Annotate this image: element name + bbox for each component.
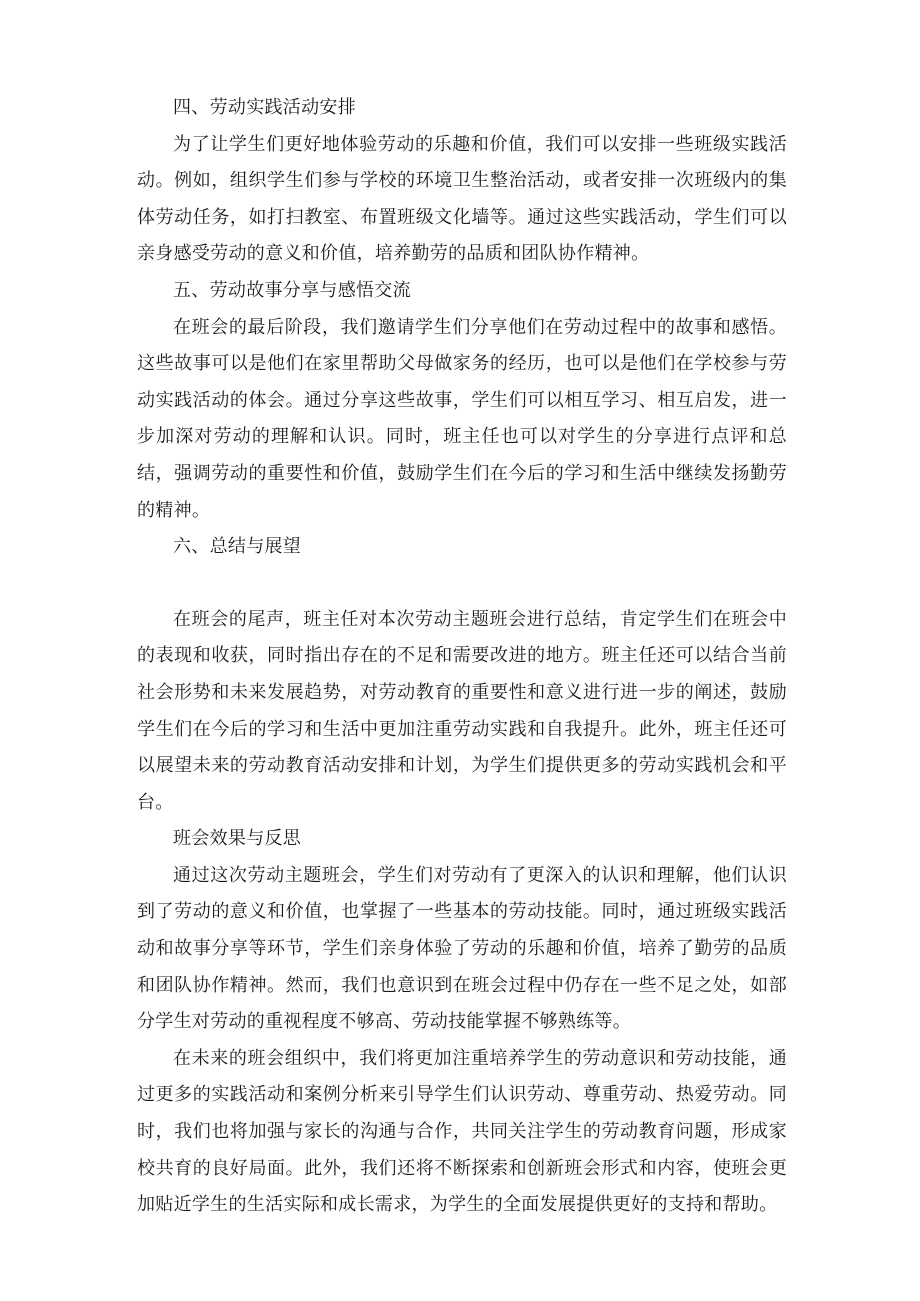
document-body: [137, 90, 787, 1224]
section-5-heading: 五、劳动故事分享与感悟交流: [173, 279, 411, 301]
section-6-heading: 六、总结与展望: [173, 536, 302, 558]
section-4-paragraph: 为了让学生们更好地体验劳动的乐趣和价值，我们可以安排一些班级实践活动。例如，组织学生们参与学校的环境卫生整治活动，或者安排一次班级内的集体劳动任务，如打扫教室、布置班级文化墙等。通过这些实践活动，学生们可以亲身感受劳动的意义和价值，培养勤劳的品质和团队协作精神。: [137, 133, 787, 265]
section-4-heading: 四、劳动实践活动安排: [173, 97, 356, 118]
reflection-paragraph-1: 通过这次劳动主题班会，学生们对劳动有了更深入的认识和理解，他们认识到了劳动的意义和价值，也掌握了一些基本的劳动技能。同时，通过班级实践活动和故事分享等环节，学生们亲身体验了劳动的乐趣和价值，培养了勤劳的品质和团队协作精神。然而，我们也意识到在班会过程中仍存在一些不足之处，如部分学生对劳动的重视程度不够高、劳动技能掌握不够熟练等。: [137, 864, 787, 1033]
blank-line: [137, 566, 787, 602]
reflection-paragraph-2: 在未来的班会组织中，我们将更加注重培养学生的劳动意识和劳动技能，通过更多的实践活动和案例分析来引导学生们认识劳动、尊重劳动、热爱劳动。同时，我们也将加强与家长的沟通与合作，共同关注学生的劳动教育问题，形成家校共育的良好局面。此外，我们还将不断探索和创新班会形式和内容，使班会更加贴近学生的生活实际和成长需求，为学生的全面发展提供更好的支持和帮助。: [137, 1047, 787, 1216]
section-6-paragraph: 在班会的尾声，班主任对本次劳动主题班会进行总结，肯定学生们在班会中的表现和收获，同时指出存在的不足和需要改进的地方。班主任还可以结合当前社会形势和未来发展趋势，对劳动教育的重要性和意义进行进一步的阐述，鼓励学生们在今后的学习和生活中更加注重劳动实践和自我提升。此外，班主任还可以展望未来的劳动教育活动安排和计划，为学生们提供更多的劳动实践机会和平台。: [137, 608, 787, 813]
reflection-heading: 班会效果与反思: [173, 828, 302, 850]
section-5-paragraph: 在班会的最后阶段，我们邀请学生们分享他们在劳动过程中的故事和感悟。这些故事可以是他们在家里帮助父母做家务的经历，也可以是他们在学校参与劳动实践活动的体会。通过分享这些故事，学生们可以相互学习、相互启发，进一步加深对劳动的理解和认识。同时，班主任也可以对学生的分享进行点评和总结，强调劳动的重要性和价值，鼓励学生们在今后的学习和生活中继续发扬勤劳的精神。: [137, 316, 787, 521]
